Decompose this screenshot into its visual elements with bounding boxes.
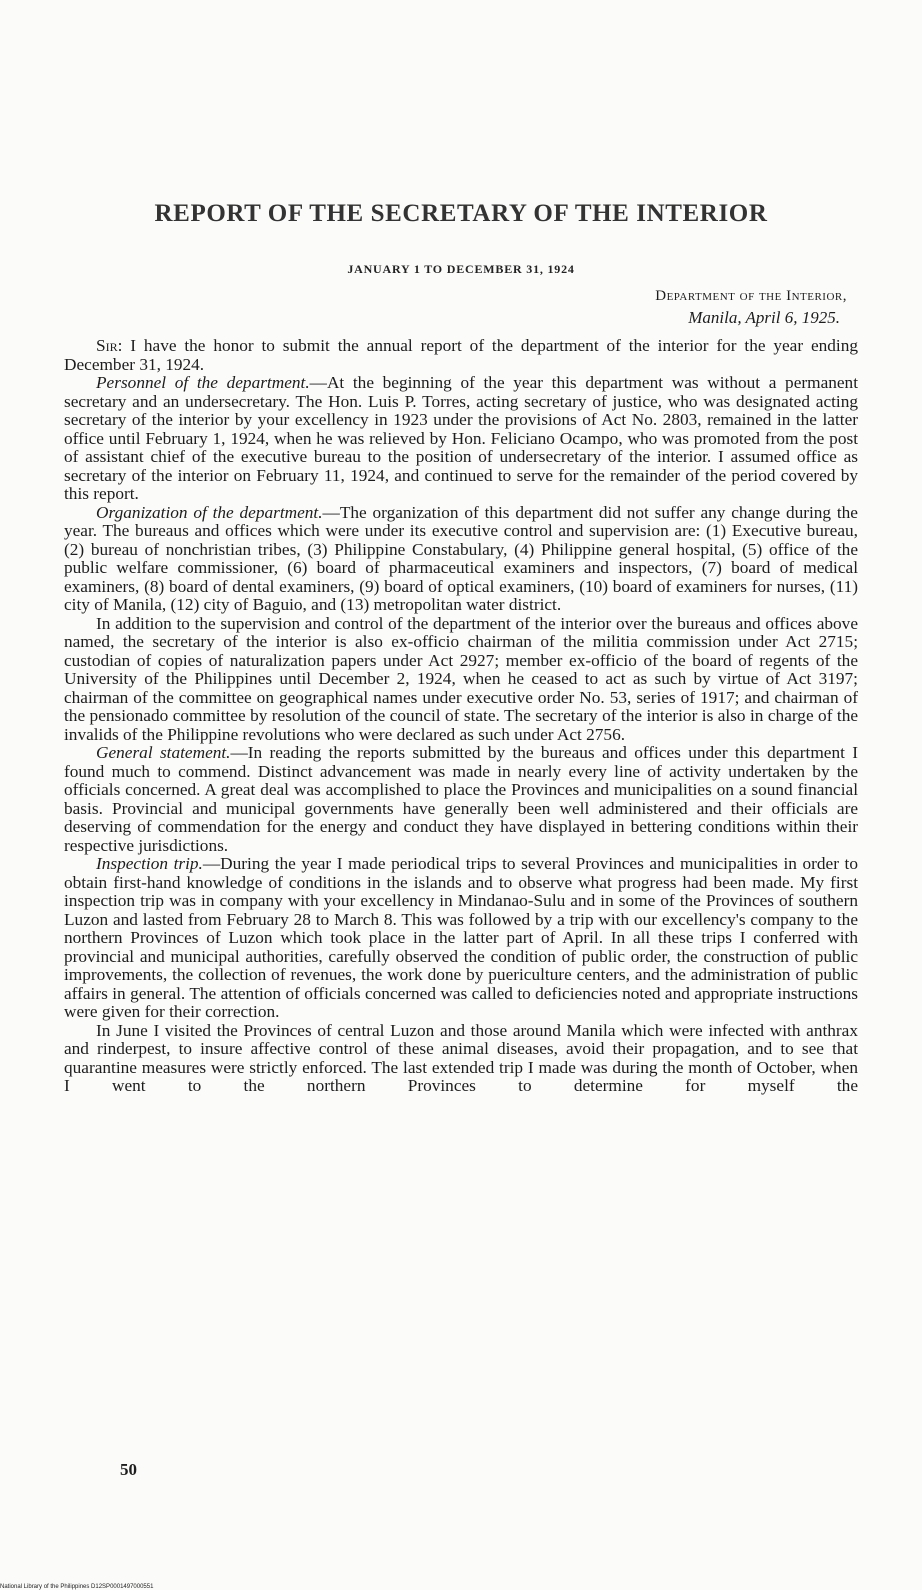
salutation: Sir:	[96, 336, 123, 355]
paragraph-personnel	[64, 374, 858, 504]
paragraph-text: —During the year I made periodical trips to several Provinces and municipalities in order to obtain first-hand knowledge of conditions in the islands and to observe what progress had been made. My first inspection trip was in company with your excellency in Mindanao-Sulu and in some of the Provinces of southern Luzon and lasted from February 28 to March 8. This was followed by a trip with our excellency's company to the northern Provinces of Luzon which took place in the latter part of April. In all these trips I conferred with provincial and municipal authorities, carefully observed the condition of public order, the construction of public improvements, the collection of revenues, the work done by puericulture centers, and the administration of public affairs in general. The attention of officials concerned was called to deficiencies noted and appropriate instructions were given for their correction.	[64, 854, 858, 1021]
paragraph-organization	[64, 504, 858, 615]
paragraph-heading: Personnel of the department.	[96, 373, 310, 392]
paragraph-inspection-trip	[64, 855, 858, 1022]
scan-footer: National Library of the Philippines D12SP0001497000551	[0, 1584, 154, 1590]
paragraph-intro	[64, 337, 858, 374]
paragraph-text: —In reading the reports submitted by the bureaus and offices under this department I found much to commend. Distinct advancement was made in nearly every line of activity undertaken by the officials concerned. A great deal was accomplished to place the Provinces and municipalities on a sound financial basis. Provincial and municipal governments have generally been well administered and their officials are deserving of commendation for the energy and conduct they have displayed in bettering conditions within their respective jurisdictions.	[64, 743, 858, 855]
paragraph-additional-duties	[64, 615, 858, 745]
paragraph-text: In June I visited the Provinces of central Luzon and those around Manila which were infected with anthrax and rinderpest, to insure affective control of these animal diseases, avoid their propagation, and to see that quarantine measures were strictly enforced. The last extended trip I made was during the month of October, when I went to the northern Provinces to determine for myself the	[64, 1020, 858, 1095]
paragraph-june-visit	[64, 1022, 858, 1096]
page-number: 50	[120, 1460, 137, 1479]
paragraph-heading: General statement.	[96, 743, 231, 762]
paragraph-text: —The organization of this department did not suffer any change during the year. The bureaus and offices which were under its executive control and supervision are: (1) Executive bureau, (2) bureau of nonchristian tribes, (3) Philippine Constabulary, (4) Philippine general hospital, (5) office of the public welfare commissioner, (6) board of pharmaceutical examiners and inspectors, (7) board of medical examiners, (8) board of dental examiners, (9) board of optical examiners, (10) board of examiners for nurses, (11) city of Manila, (12) city of Baguio, and (13) metropolitan water district.	[64, 502, 858, 614]
report-body	[64, 337, 858, 1096]
paragraph-text: In addition to the supervision and control of the department of the interior over the bureaus and offices above named, the secretary of the interior is also ex-officio chairman of the militia commission under Act 2715; custodian of copies of naturalization papers under Act 2927; member ex-officio of the board of regents of the University of the Philippines until December 2, 1924, when he ceased to act as such by virtue of Act 3197; chairman of the committee on geographical names under executive order No. 53, series of 1917; and chairman of the pensionado committee by resolution of the council of state. The secretary of the interior is also in charge of the invalids of the Philippine revolutions who were declared as such under Act 2756.	[64, 613, 858, 744]
dateline: Manila, April 6, 1925.	[688, 308, 840, 327]
report-title: REPORT OF THE SECRETARY OF THE INTERIOR	[154, 200, 768, 227]
paragraph-heading: Inspection trip.	[96, 854, 203, 873]
paragraph-general-statement	[64, 744, 858, 855]
department-heading: Department of the Interior,	[655, 288, 847, 304]
paragraph-text: —At the beginning of the year this department was without a permanent secretary and an undersecretary. The Hon. Luis P. Torres, acting secretary of justice, who was designated acting secretary of the interior by your excellency in 1923 under the provisions of Act No. 2803, remained in the latter office until February 1, 1924, when he was relieved by Hon. Feliciano Ocampo, who was promoted from the post of assistant chief of the executive bureau to the position of undersecretary of the interior. I assumed office as secretary of the interior on February 11, 1924, and continued to serve for the remainder of the period covered by this report.	[64, 373, 858, 503]
paragraph-text: I have the honor to submit the annual report of the department of the interior for the year ending December 31, 1924.	[64, 336, 858, 374]
paragraph-heading: Organization of the department.	[96, 502, 323, 522]
report-period: JANUARY 1 TO DECEMBER 31, 1924	[347, 262, 575, 276]
